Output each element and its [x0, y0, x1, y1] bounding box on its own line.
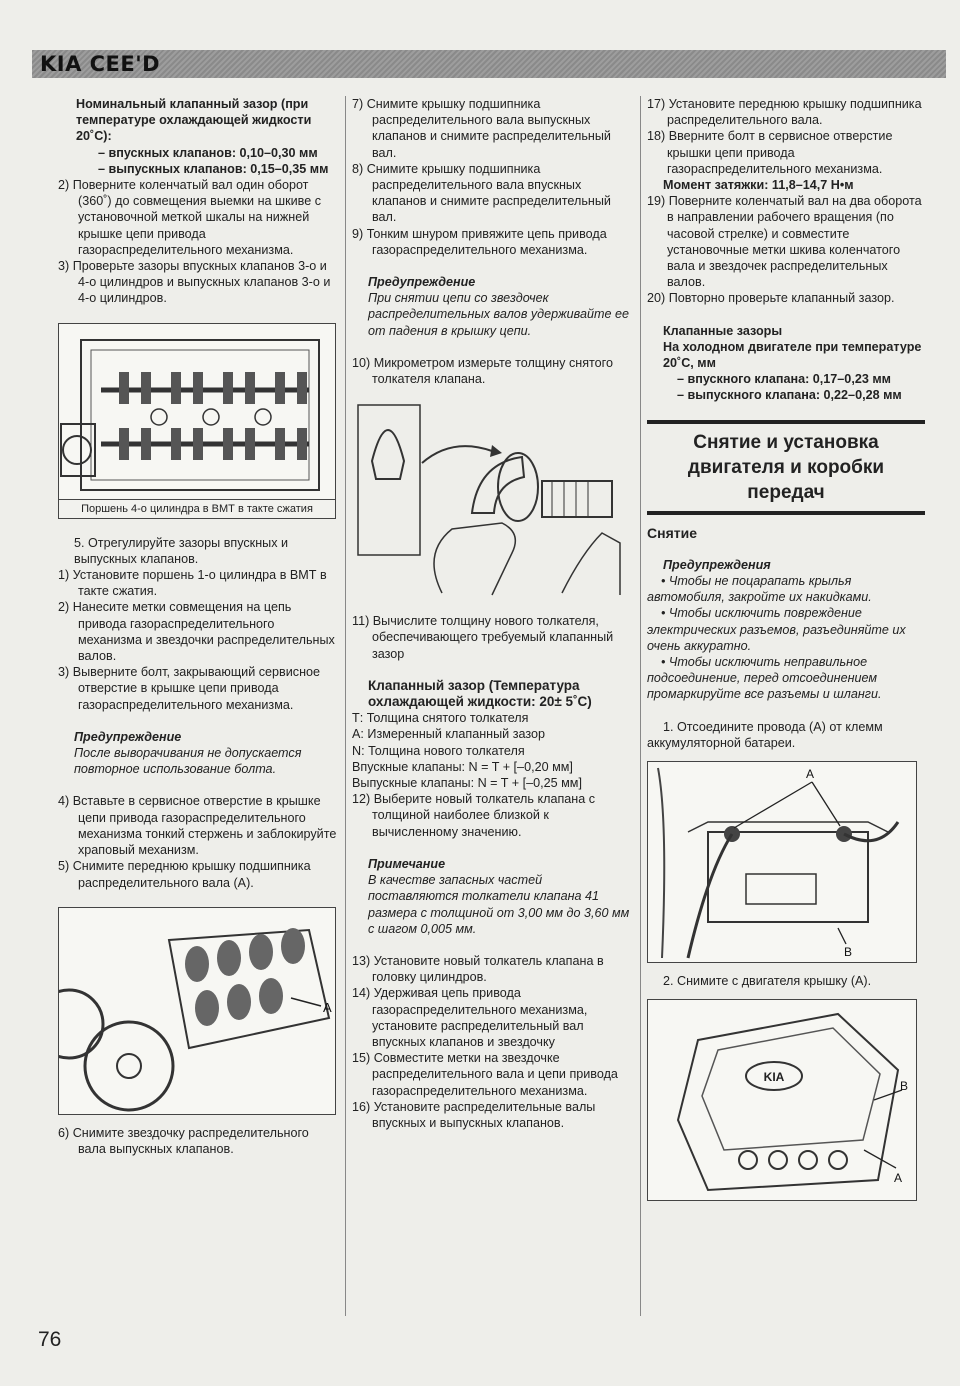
battery-label-a: A	[806, 767, 815, 782]
thickness-new: N: Толщина нового толкателя	[352, 743, 525, 758]
figure-engine-cover	[647, 999, 917, 1201]
warning-title: Предупреждение	[368, 275, 476, 290]
exhaust-formula: Выпускные клапаны: N = T + [–0,25 мм]	[352, 776, 582, 791]
cover-label-b: B	[900, 1079, 909, 1094]
step-2: 2) Поверните коленчатый вал один оборот (360˚) до совмещения выемки на шкиве с установочной меткой шкалы на нижней крышке цепи привода газораспределительного механизма.	[58, 178, 322, 257]
step-19: 19) Поверните коленчатый вал на два оборота в направлении рабочего вращения (по часовой стрелке) и совместите установочные метки шкива коленчатого вала и звездочек распределительных валов.	[647, 194, 922, 290]
cover-label-a: A	[894, 1171, 903, 1186]
camshaft-drawing	[59, 908, 335, 1114]
thickness-removed: Т: Толщина снятого толкателя	[352, 711, 529, 726]
measured-clearance: А: Измеренный клапанный зазор	[352, 727, 545, 742]
spec-exhaust: – выпускного клапана: 0,22–0,28 мм	[677, 388, 902, 403]
step-1: 1. Отсоедините провода (А) от клемм аккумуляторной батареи.	[647, 719, 883, 750]
figure-cylinder-head	[58, 323, 336, 519]
column-divider	[640, 96, 641, 1316]
spec-intake: – впускных клапанов: 0,10–0,30 мм	[98, 145, 318, 160]
column-right	[647, 96, 925, 1201]
removal-heading: Снятие	[647, 524, 697, 541]
page-header	[32, 50, 946, 78]
step-16: 16) Установите распределительные валы впускных и выпускных клапанов.	[352, 1099, 596, 1130]
clearance-title: Клапанный зазор (Температура охлаждающей жидкости: 20± 5˚С)	[368, 677, 592, 710]
step-9: 9) Тонким шнуром привяжите цепь привода газораспределительного механизма.	[352, 226, 607, 257]
step-13: 13) Установите новый толкатель клапана в головку цилиндров.	[352, 953, 604, 985]
micrometer-drawing	[352, 403, 626, 603]
step-17: 17) Установите переднюю крышку подшипника распределительного вала.	[647, 97, 922, 128]
header-brand: KIA CEE'D	[40, 52, 161, 76]
substep-2: 2) Нанесите метки совмещения на цепь привода газораспределительного механизма и звездочки распределительных валов.	[58, 600, 335, 664]
spec-exhaust: – выпускных клапанов: 0,15–0,35 мм	[98, 161, 329, 176]
battery-drawing	[648, 762, 916, 962]
figure-camshaft-sprocket	[58, 907, 336, 1115]
section-title: Снятие и установка двигателя и коробки передач	[687, 431, 885, 503]
cover-logo: KIA	[763, 1070, 785, 1085]
page-number: 76	[38, 1328, 62, 1351]
step-8: 8) Снимите крышку подшипника распределительного вала впускных клапанов и снимите распределительный вал.	[352, 161, 611, 225]
section-title-box	[647, 420, 925, 515]
figure-micrometer	[352, 403, 626, 603]
torque-spec: Момент затяжки: 11,8–14,7 Н•м	[663, 178, 854, 193]
battery-label-b: B	[844, 945, 853, 960]
step-15: 15) Совместите метки на звездочке распределительного вала и цепи привода газораспределительного механизма.	[352, 1051, 618, 1098]
warning-text: При снятии цепи со звездочек распределительных валов удерживайте ее от падения в крышку цепи.	[368, 291, 629, 338]
step-3: 3) Проверьте зазоры впускных клапанов 3-о и 4-о цилиндров и выпускных клапанов 3-о и 4-о цилиндров.	[58, 259, 331, 306]
figure-battery	[647, 761, 917, 963]
spec-title: Клапанные зазоры	[663, 323, 783, 338]
substep-1: 1) Установите поршень 1-о цилиндра в ВМТ в такте сжатия.	[58, 568, 327, 599]
step-11: 11) Вычислите толщину нового толкателя, обеспечивающего требуемый клапанный зазор	[352, 614, 614, 661]
column-middle	[352, 96, 630, 1131]
step-7: 7) Снимите крышку подшипника распределительного вала выпускных клапанов и снимите распределительный вал.	[352, 97, 611, 160]
note-title: Примечание	[368, 856, 446, 871]
substep-6: 6) Снимите звездочку распределительного вала выпускных клапанов.	[58, 1125, 309, 1156]
intake-formula: Впускные клапаны: N = T + [–0,20 мм]	[352, 759, 573, 774]
step-14: 14) Удерживая цепь привода газораспределительного механизма, установите распределительный вал впускных клапанов и звездочку	[352, 986, 588, 1049]
figure-caption: Поршень 4-о цилиндра в ВМТ в такте сжатия	[59, 499, 335, 518]
step-10: 10) Микрометром измерьте толщину снятого толкателя клапана.	[352, 355, 613, 387]
substep-5: 5) Снимите переднюю крышку подшипника распределительного вала (А).	[58, 859, 311, 890]
spec-subtitle: На холодном двигателе при температуре 20˚С, мм	[663, 339, 922, 371]
note-text: В качестве запасных частей поставляются толкатели клапана 41 размера с толщиной от 3,00 мм до 3,60 мм с шагом 0,005 мм.	[368, 873, 630, 936]
step-18: 18) Вверните болт в сервисное отверстие крышки цепи привода газораспределительного механизма.	[647, 129, 893, 176]
warning-2: • Чтобы исключить повреждение электрических разъемов, разъединяйте их очень аккуратно.	[647, 606, 906, 653]
step-2: 2. Снимите с двигателя крышку (А).	[663, 974, 872, 989]
step-5: 5. Отрегулируйте зазоры впускных и выпускных клапанов.	[74, 535, 289, 566]
step-20: 20) Повторно проверьте клапанный зазор.	[647, 291, 895, 306]
warning-1: • Чтобы не поцарапать крылья автомобиля, закройте их накидками.	[647, 574, 872, 605]
spec-title: Номинальный клапанный зазор (при температуре охлаждающей жидкости 20˚С):	[76, 97, 312, 144]
figure-label-a: A	[323, 999, 332, 1015]
step-12: 12) Выберите новый толкатель клапана с толщиной наиболее близкой к вычисленному значению.	[352, 792, 596, 839]
warnings-title: Предупреждения	[663, 557, 771, 572]
substep-4: 4) Вставьте в сервисное отверстие в крышке цепи привода газораспределительного механизма тонкий стержень и заблокируйте храповый механизм.	[58, 794, 337, 858]
warning-text: После выворачивания не допускается повторное использование болта.	[74, 746, 302, 777]
engine-cover-drawing	[648, 1000, 916, 1200]
warning-title: Предупреждение	[74, 729, 182, 744]
spec-intake: – впускного клапана: 0,17–0,23 мм	[677, 372, 891, 387]
warning-3: • Чтобы исключить неправильное подсоединение, перед отсоединением промаркируйте все разъемы и шланги.	[647, 655, 882, 702]
substep-3: 3) Выверните болт, закрывающий сервисное отверстие в крышке цепи привода газораспределительного механизма.	[58, 665, 321, 712]
column-divider	[345, 96, 346, 1316]
column-left	[58, 96, 338, 1157]
cylinder-head-drawing	[59, 324, 335, 500]
